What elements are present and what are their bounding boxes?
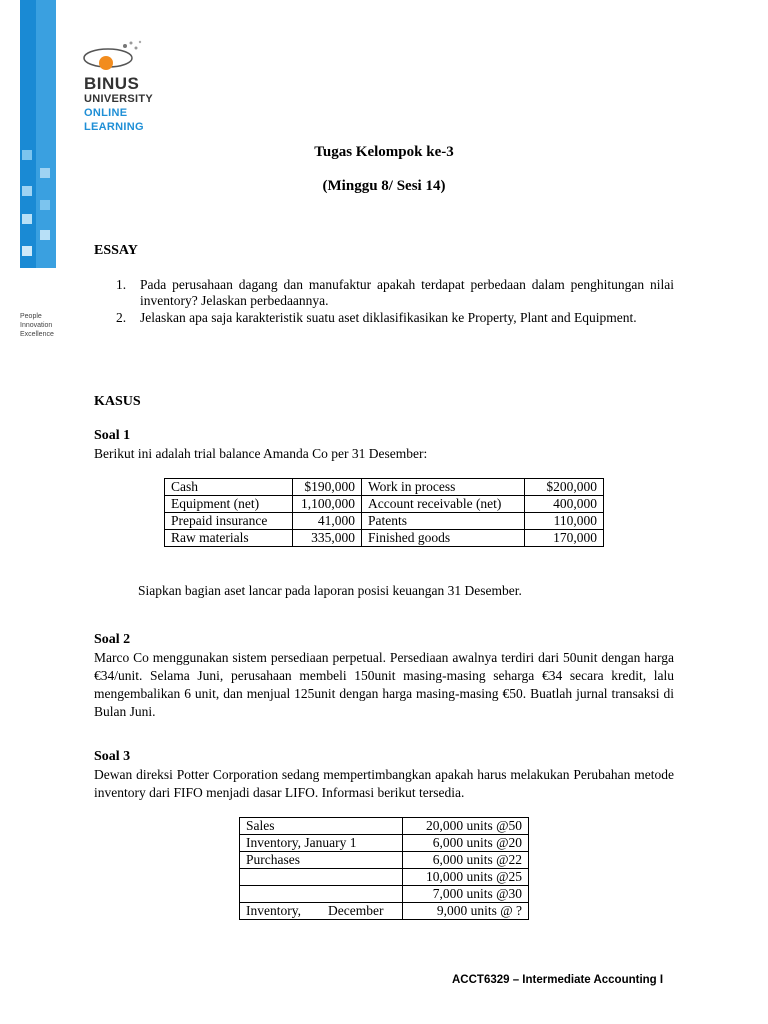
table-cell: 6,000 units @20 bbox=[403, 835, 529, 852]
soal2-title: Soal 2 bbox=[94, 632, 131, 647]
soal1-intro: Berikut ini adalah trial balance Amanda Co per 31 Desember: bbox=[94, 446, 428, 461]
table-cell: $200,000 bbox=[525, 479, 604, 496]
table-cell: Purchases bbox=[240, 852, 403, 869]
decorative-strip bbox=[0, 0, 58, 268]
table-cell: 41,000 bbox=[293, 513, 362, 530]
table-cell: Cash bbox=[165, 479, 293, 496]
table-row bbox=[240, 886, 529, 903]
inventory-table bbox=[239, 817, 529, 920]
table-cell: 6,000 units @22 bbox=[403, 852, 529, 869]
table-row bbox=[240, 818, 529, 835]
soal2-text: Marco Co menggunakan sistem persediaan perpetual. Persediaan awalnya terdiri dari 50unit dengan harga €34/unit. Selama Juni, perusahaan membeli 150unit masing-masing seharga €34 secara kredit, lalu mengembalikan 6 unit, dan menjual 125unit dengan harga masing-masing €50. Buatlah jurnal transaksi di Bulan Juni. bbox=[94, 650, 674, 719]
table-cell: 400,000 bbox=[525, 496, 604, 513]
table-row bbox=[240, 903, 529, 920]
soal1-instruction: Siapkan bagian aset lancar pada laporan posisi keuangan 31 Desember. bbox=[138, 583, 522, 598]
soal3-text: Dewan direksi Potter Corporation sedang mempertimbangkan apakah harus melakukan Perubahan metode inventory dari FIFO menjadi dasar LIFO. Informasi berikut tersedia. bbox=[94, 767, 674, 800]
strip-bar-dark bbox=[20, 0, 36, 268]
table-cell: 7,000 units @30 bbox=[403, 886, 529, 903]
table-cell: 1,100,000 bbox=[293, 496, 362, 513]
table-cell: $190,000 bbox=[293, 479, 362, 496]
page-title: Tugas Kelompok ke-3 bbox=[314, 144, 454, 160]
table-cell: Inventory, December bbox=[240, 903, 403, 920]
strip-square bbox=[40, 168, 50, 178]
page-subtitle: (Minggu 8/ Sesi 14) bbox=[322, 178, 446, 194]
logo-online: ONLINE bbox=[84, 107, 128, 119]
strip-square bbox=[22, 214, 32, 224]
essay-item-text: Jelaskan apa saja karakteristik suatu aset diklasifikasikan ke Property, Plant and Equipment. bbox=[140, 310, 637, 325]
kasus-heading: KASUS bbox=[94, 394, 141, 409]
strip-bar-light bbox=[36, 0, 56, 268]
tagline bbox=[20, 312, 54, 339]
table-cell: Prepaid insurance bbox=[165, 513, 293, 530]
essay-heading: ESSAY bbox=[94, 243, 138, 258]
table-cell: Inventory, January 1 bbox=[240, 835, 403, 852]
logo-learning: LEARNING bbox=[84, 121, 144, 133]
table-cell: 170,000 bbox=[525, 530, 604, 547]
table-row bbox=[165, 496, 604, 513]
strip-square bbox=[22, 246, 32, 256]
strip-square bbox=[40, 230, 50, 240]
table-cell bbox=[240, 886, 403, 903]
essay-list bbox=[116, 277, 674, 327]
tagline-people: People bbox=[20, 313, 42, 320]
trial-balance-table bbox=[164, 478, 604, 547]
essay-item-number: 1. bbox=[116, 277, 127, 292]
table-cell: Sales bbox=[240, 818, 403, 835]
table-row bbox=[240, 869, 529, 886]
table-cell: Patents bbox=[362, 513, 525, 530]
table-cell: 10,000 units @25 bbox=[403, 869, 529, 886]
logo-university: UNIVERSITY bbox=[84, 93, 154, 105]
tagline-excellence: Excellence bbox=[20, 331, 54, 338]
table-row bbox=[240, 852, 529, 869]
binus-logo bbox=[74, 36, 214, 136]
table-row bbox=[165, 530, 604, 547]
strip-square bbox=[40, 200, 50, 210]
table-cell: 20,000 units @50 bbox=[403, 818, 529, 835]
table-cell: Finished goods bbox=[362, 530, 525, 547]
table-cell bbox=[240, 869, 403, 886]
table-cell: Raw materials bbox=[165, 530, 293, 547]
table-row bbox=[240, 835, 529, 852]
table-cell: Account receivable (net) bbox=[362, 496, 525, 513]
table-cell: 9,000 units @ ? bbox=[403, 903, 529, 920]
essay-item-number: 2. bbox=[116, 310, 127, 325]
page-footer: ACCT6329 – Intermediate Accounting I bbox=[452, 974, 664, 986]
essay-item bbox=[116, 310, 674, 326]
soal3-title: Soal 3 bbox=[94, 749, 131, 764]
essay-item bbox=[116, 277, 674, 309]
essay-item-text: Pada perusahaan dagang dan manufaktur apakah terdapat perbedaan dalam penghitungan nilai inventory? Jelaskan perbedaannya. bbox=[140, 277, 674, 308]
strip-bar-white bbox=[0, 0, 20, 268]
logo-binus: BINUS bbox=[84, 74, 140, 93]
table-cell: 335,000 bbox=[293, 530, 362, 547]
soal1-title: Soal 1 bbox=[94, 428, 131, 443]
table-row bbox=[165, 479, 604, 496]
table-cell: 110,000 bbox=[525, 513, 604, 530]
table-cell: Equipment (net) bbox=[165, 496, 293, 513]
logo-mark-icon bbox=[80, 36, 160, 76]
table-row bbox=[165, 513, 604, 530]
table-cell: Work in process bbox=[362, 479, 525, 496]
tagline-innovation: Innovation bbox=[20, 322, 53, 329]
